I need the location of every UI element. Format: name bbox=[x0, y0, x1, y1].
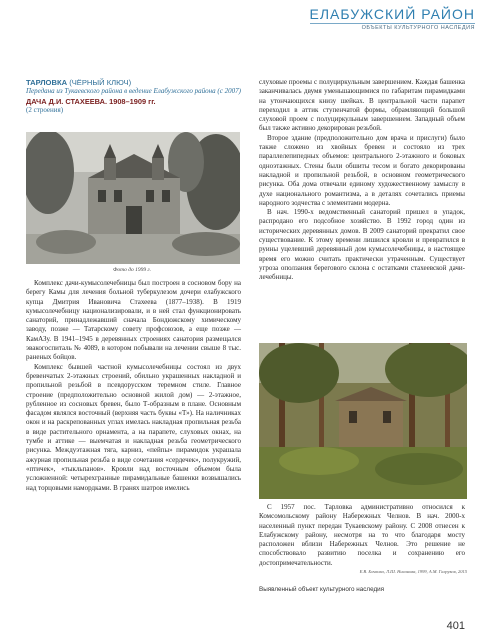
photo-caption: Фото до 1999 г. bbox=[113, 267, 152, 273]
dacha-photo-historic bbox=[26, 132, 240, 264]
right-bottom-text bbox=[259, 503, 465, 568]
paragraph: Комплекс дачи-кумысолечебницы был построен в сосновом бору на берегу Камы для лечения больной туберкулезом дочери елабужского купца Дмитрия Ивановича Стахеева (1877–1938). В 1919 кумысолечебницу национализировали, и в ней стал функционировать санаторий, принадлежавший сначала Бондюжскому химическому заводу, позже — Татарскому совету профсоюзов, а еще позже — КамАЗу. В 1941–1945 в деревянных строениях санатория размещался эвакогоспиталь № 4089, в котором побывали на лечении свыше 8 тыс. раненых бойцов. bbox=[26, 279, 241, 362]
heritage-status-label: Выявленный объект культурного наследия bbox=[259, 586, 385, 593]
paragraph: Второе здание (предположительно дом врача и прислуги) было также сложено из хвойных бревен и состояло из трех параллелепипедных объемов: центрального 2-этажного и боковых одноэтажных. Стены были обшиты тесом и богато декорированы накладной и пропильной резьбой, в основном геометрического рисунка. Оба дома отвечали единому художественному замыслу в духе национального романтизма, а в деталях сочетались приемы народного зодчества с элементами модерна. bbox=[259, 133, 465, 207]
article-title-main: ТАРЛОВКА bbox=[26, 78, 68, 87]
transfer-note: Передана из Тукаевского района в ведение Елабужского района (с 2007) bbox=[26, 87, 241, 95]
region-title: ЕЛАБУЖСКИЙ РАЙОН bbox=[309, 6, 475, 22]
photo-credits: Е.В. Бочкова, Л.Ш. Нисанова, 1999, А.М. Галруков, 2015 bbox=[359, 569, 467, 574]
paragraph: Комплекс бывшей частной кумысолечебницы состоял из двух бревенчатых 2-этажных строений, обильно украшенных накладной и пропильной резьбой в псевдорусском теремном стиле. Главное строение (предположительно основной жилой дом) — 2-этажное, рубленное из сосновых бревен, было Т-образным в плане. Основным фасадом являлся восточный (верхняя часть буквы «Т»). На наличниках окон и на раскрепованных углах имелась накладная пропильная резьба в виде растительного орнамента, а на парапете, слуховых окнах, на тумбе и аттике — выемчатая и накладная резьба геометрического рисунка. Междуэтажная тяга, карниз, «пейпы» пирамидок украшала ажурная пропильная резьба в виде сочетания «сердечек», полукружий, «птичек», «тыкльпанов». Кровли над восточным объемом была усложненной: четырехгранные пирамидальные башенки возвышались над торцовыми намордками. В гранях шатров имелись bbox=[26, 362, 241, 492]
dacha-ruins-photo bbox=[259, 343, 467, 499]
article-title-alt: (ЧЁРНЫЙ КЛЮЧ) bbox=[69, 78, 132, 87]
object-dates: ДАЧА Д.И. СТАХЕЕВА. 1908–1909 гг. bbox=[26, 97, 156, 106]
article-title bbox=[26, 78, 241, 87]
left-body-text bbox=[26, 279, 241, 493]
paragraph: слуховые проемы с полуциркульным завершением. Каждая башенка заканчивалась двумя уменьшающимися по габаритам пирамидками на утончающихся книзу шейках. В центральной части парапет переходил в аттик ступенчатой формы, обрамляющий большой слуховой проем с полуциркульным завершением. Западный объем был также активно декорирован резьбой. bbox=[259, 78, 465, 133]
buildings-count: (2 строения) bbox=[26, 106, 64, 115]
right-column bbox=[259, 78, 465, 283]
paragraph: В нач. 1990-х ведомственный санаторий пришел в упадок, распродано его подсобное хозяйство. В 1992 город один из исторических деревянных домов. В 2009 санаторий прекратил свое существование. К этому времени лишился кровли и превратился в руины уцелевший деревянный дом кумысолечебницы, в настоящее время его можно считать практически утраченным. Существует угроза оползания берегового склона с остатками стахеевской дачи-лечебницы. bbox=[259, 208, 465, 282]
paragraph: С 1957 пос. Тарловка административно относился к Комсомольскому району Набережных Челнов. В нач. 2000-х населенный пункт передан Тукаевскому району. С 2008 отнесен к Елабужскому району, несмотря на то что благодаря мосту расположен вблизи Набережных Челнов. Это решение не способствовало развитию поселка и сохранению его достопримечательности. bbox=[259, 503, 465, 567]
left-column bbox=[26, 78, 241, 116]
region-subtitle: ОБЪЕКТЫ КУЛЬТУРНОГО НАСЛЕДИЯ bbox=[310, 23, 475, 31]
page-number: 401 bbox=[446, 620, 465, 632]
page-header bbox=[310, 6, 475, 31]
